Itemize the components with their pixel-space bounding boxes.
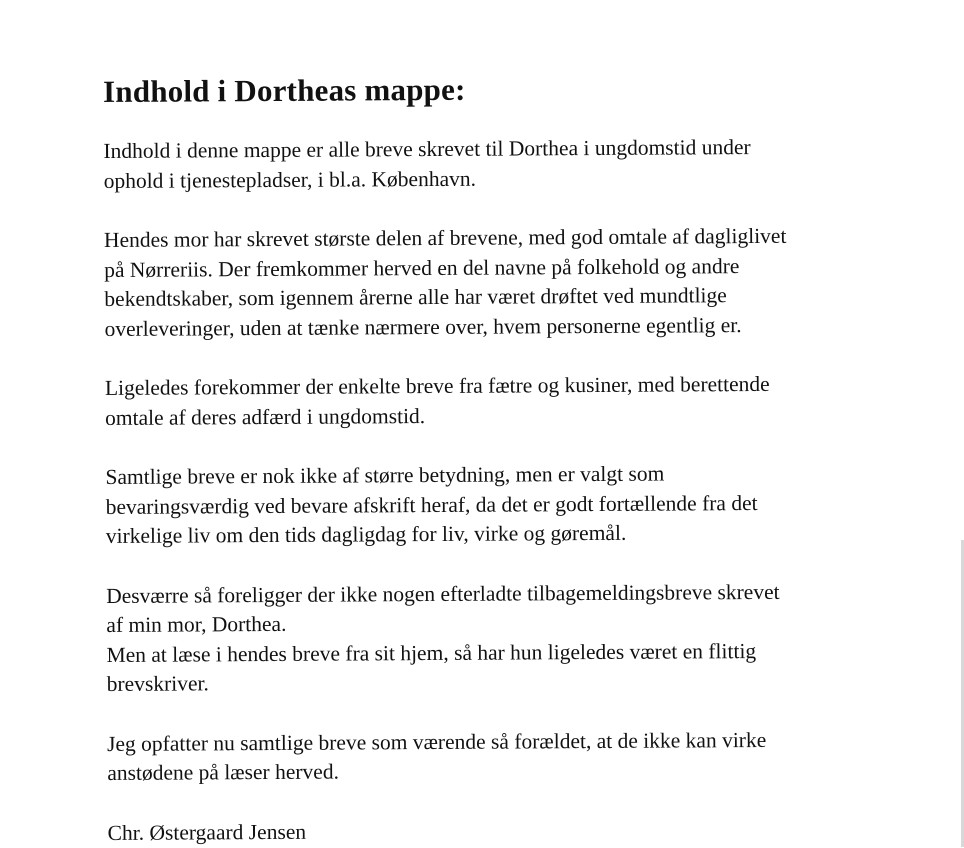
paragraph-2-line-2: på Nørreriis. Der fremkommer herved en del navne på folkehold og andre (104, 253, 740, 282)
paragraph-1 (103, 132, 923, 196)
document-body (103, 69, 928, 848)
paragraph-5-line-1: Desværre så foreligger der ikke nogen efterladte tilbagemeldingsbreve skrevet (106, 579, 780, 608)
paragraph-7 (107, 724, 927, 788)
paragraph-3 (105, 369, 925, 433)
paragraph-2-line-4: overleveringer, uden at tænke nærmere over, hvem personerne egentlig er. (104, 312, 742, 341)
paragraph-2-line-1: Hendes mor har skrevet største delen af brevene, med god omtale af dagliglivet (103, 223, 787, 252)
paragraph-3-line-2: omtale af deres adfærd i ungdomstid. (105, 403, 426, 430)
paragraph-6 (106, 635, 926, 699)
paragraph-4-line-1: Samtlige breve er nok ikke af større betydning, men er valgt som (105, 461, 665, 489)
paragraph-7-line-2: anstødene på læser herved. (107, 759, 339, 785)
paragraph-1-line-2: ophold i tjenestepladser, i bl.a. København. (103, 166, 477, 193)
document-title: Indhold i Dortheas mappe: (103, 71, 466, 109)
paragraph-1-line-1: Indhold i denne mappe er alle breve skrevet til Dorthea i ungdomstid under (103, 135, 751, 163)
signature-line: Chr. Østergaard Jensen (107, 819, 307, 845)
paragraph-6-line-1: Men at læse i hendes breve fra sit hjem, så har hun ligeledes været en flittig (106, 638, 757, 667)
paragraph-4-line-2: bevaringsværdig ved bevare afskrift heraf, da det er godt fortællende fra det (105, 490, 758, 519)
paragraph-5-line-2: af min mor, Dorthea. (106, 611, 287, 637)
paragraph-5 (106, 576, 926, 640)
paragraph-4-line-3: virkelige liv om den tids dagligdag for liv, virke og gøremål. (105, 520, 627, 548)
paragraph-3-line-1: Ligeledes forekommer der enkelte breve fra fætre og kusiner, med berettende (104, 371, 770, 400)
paragraph-7-line-1: Jeg opfatter nu samtlige breve som værende så forældet, at de ikke kan virke (107, 727, 767, 756)
paragraph-4 (105, 458, 926, 552)
paragraph-6-line-2: brevskriver. (106, 671, 209, 696)
paragraph-2-line-3: bekendtskaber, som igennem årerne alle har været drøftet ved mundtlige (104, 283, 727, 311)
signature (108, 813, 928, 848)
paragraph-2 (104, 221, 925, 344)
